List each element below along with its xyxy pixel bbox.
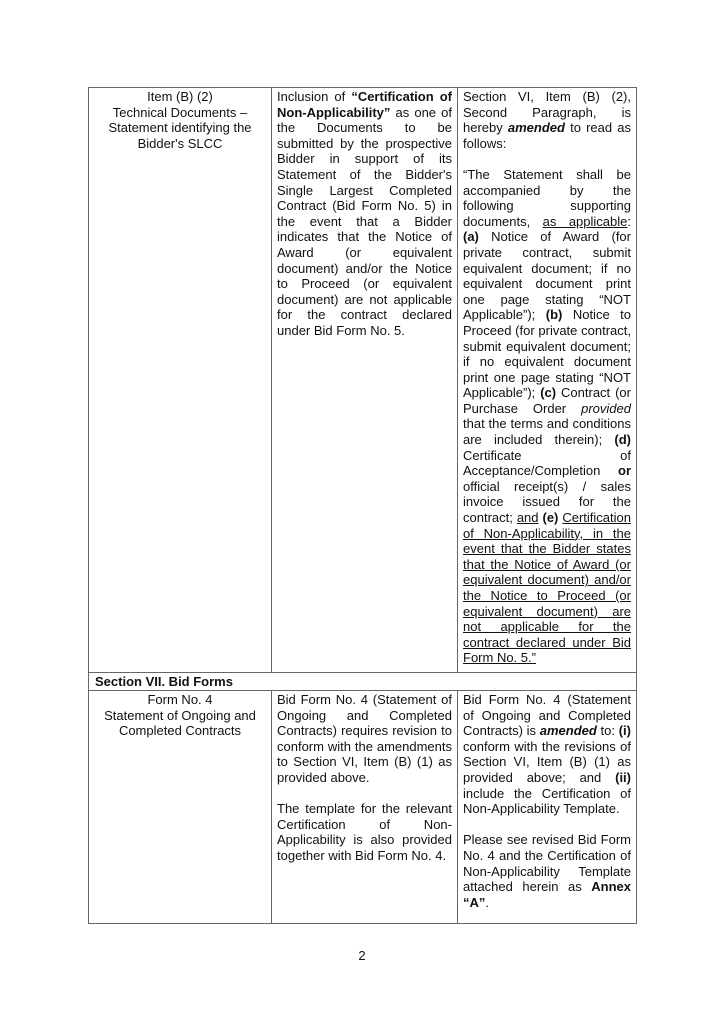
amendment-paragraph bbox=[463, 692, 631, 817]
description-paragraph: The template for the relevant Certification of Non-Applicability is also provided together with Bid Form No. 4. bbox=[277, 801, 452, 863]
amendment-paragraph bbox=[463, 167, 631, 666]
text: Certificate of Acceptance/Completion bbox=[463, 447, 631, 479]
text: conform with the revisions of Section VI, Item (B) (1) as provided above; and bbox=[463, 738, 631, 785]
bold-text: or bbox=[618, 463, 631, 479]
bold-text: (b) bbox=[545, 307, 563, 323]
text: “The Statement shall be accompanied by the following supporting documents, bbox=[463, 166, 631, 229]
item-line: Completed Contracts bbox=[118, 723, 242, 739]
text: Inclusion of bbox=[277, 89, 352, 104]
text: : bbox=[627, 213, 631, 229]
item-line: Technical Documents – bbox=[112, 104, 248, 120]
item-line: Item (B) (2) bbox=[147, 89, 213, 104]
bold-text: (c) bbox=[540, 385, 557, 401]
item-line: Bidder's SLCC bbox=[137, 135, 223, 151]
bold-text: (i) bbox=[618, 723, 631, 739]
bold-italic-text: amended bbox=[507, 120, 565, 136]
table-row-form-no-4 bbox=[89, 690, 636, 923]
amendment-cell bbox=[457, 691, 636, 923]
text: include the Certification of Non-Applicability Template. bbox=[463, 785, 631, 817]
amendment-paragraph bbox=[463, 89, 631, 151]
text: Bid Form No. 4 (Statement of Ongoing and Completed Contracts) is bbox=[463, 692, 631, 739]
text: Notice to Proceed (for private contract, submit equivalent document; if no equivalent document print one page stating “NOT Applicable”); bbox=[463, 307, 631, 401]
text: Notice of Award (for private contract, submit equivalent document; if no equivalent document print one page stating “NOT Applicable”); bbox=[463, 229, 631, 323]
italic-text: provided bbox=[581, 400, 631, 416]
bold-text: Annex “A” bbox=[463, 879, 631, 910]
bold-text: “Certification of Non-Applicability” bbox=[277, 89, 452, 120]
description-paragraph: Bid Form No. 4 (Statement of Ongoing and Completed Contracts) requires revision to conform with the amendments to Section VI, Item (B) (1) as provided above. bbox=[277, 692, 452, 785]
item-cell bbox=[89, 691, 271, 923]
bold-italic-text: amended bbox=[539, 723, 597, 739]
description-cell bbox=[271, 88, 457, 672]
amendment-paragraph bbox=[463, 832, 631, 910]
text: official receipt(s) / sales invoice issued for the contract; bbox=[463, 478, 631, 526]
bold-text: (d) bbox=[614, 432, 631, 448]
text: as one of the Documents to be submitted by the prospective Bidder in support of its Statement of the Bidder's Single Largest Completed Contract (Bid Form No. 5) in the event that a Bidder indicates that the Notice of Award (or equivalent document) and/or the Notice to Proceed (or equivalent document) are not applicable for the contract declared under Bid Form No. 5. bbox=[277, 104, 452, 338]
underlined-text: and bbox=[516, 510, 539, 526]
text: Contract (or Purchase Order bbox=[463, 385, 631, 416]
table-row-item-b2 bbox=[89, 88, 636, 672]
description-paragraph bbox=[277, 89, 452, 339]
item-line: Form No. 4 bbox=[147, 692, 213, 707]
underlined-text: Certification of Non-Applicability, in the event that the Bidder states that the Notice of Award (or equivalent document) and/or the Notice to Proceed (or equivalent document) are not applicable for the contract declared under Bid Form No. 5.” bbox=[463, 510, 631, 666]
item-cell bbox=[89, 88, 271, 672]
underlined-text: as applicable bbox=[542, 213, 628, 229]
bold-text: (a) bbox=[463, 229, 479, 245]
text: Please see revised Bid Form No. 4 and the Certification of Non-Applicability Template attached herein as bbox=[463, 832, 631, 895]
text: that the terms and conditions are included therein); bbox=[463, 416, 631, 448]
amendment-cell bbox=[457, 88, 636, 672]
section-heading: Section VII. Bid Forms bbox=[95, 674, 233, 689]
item-line: Statement identifying the bbox=[108, 120, 252, 136]
text: . bbox=[485, 894, 490, 910]
page-number: 2 bbox=[358, 948, 366, 963]
text: to: bbox=[596, 723, 619, 739]
description-cell bbox=[271, 691, 457, 923]
bold-text: (e) bbox=[542, 510, 559, 526]
text: Section VI, Item (B) (2), Second Paragraph, is hereby bbox=[463, 89, 631, 136]
amendment-table bbox=[88, 87, 637, 924]
section-header-row bbox=[89, 672, 636, 690]
item-line: Statement of Ongoing and bbox=[104, 707, 256, 723]
text: to read as follows: bbox=[463, 120, 631, 151]
bold-text: (ii) bbox=[615, 769, 631, 785]
